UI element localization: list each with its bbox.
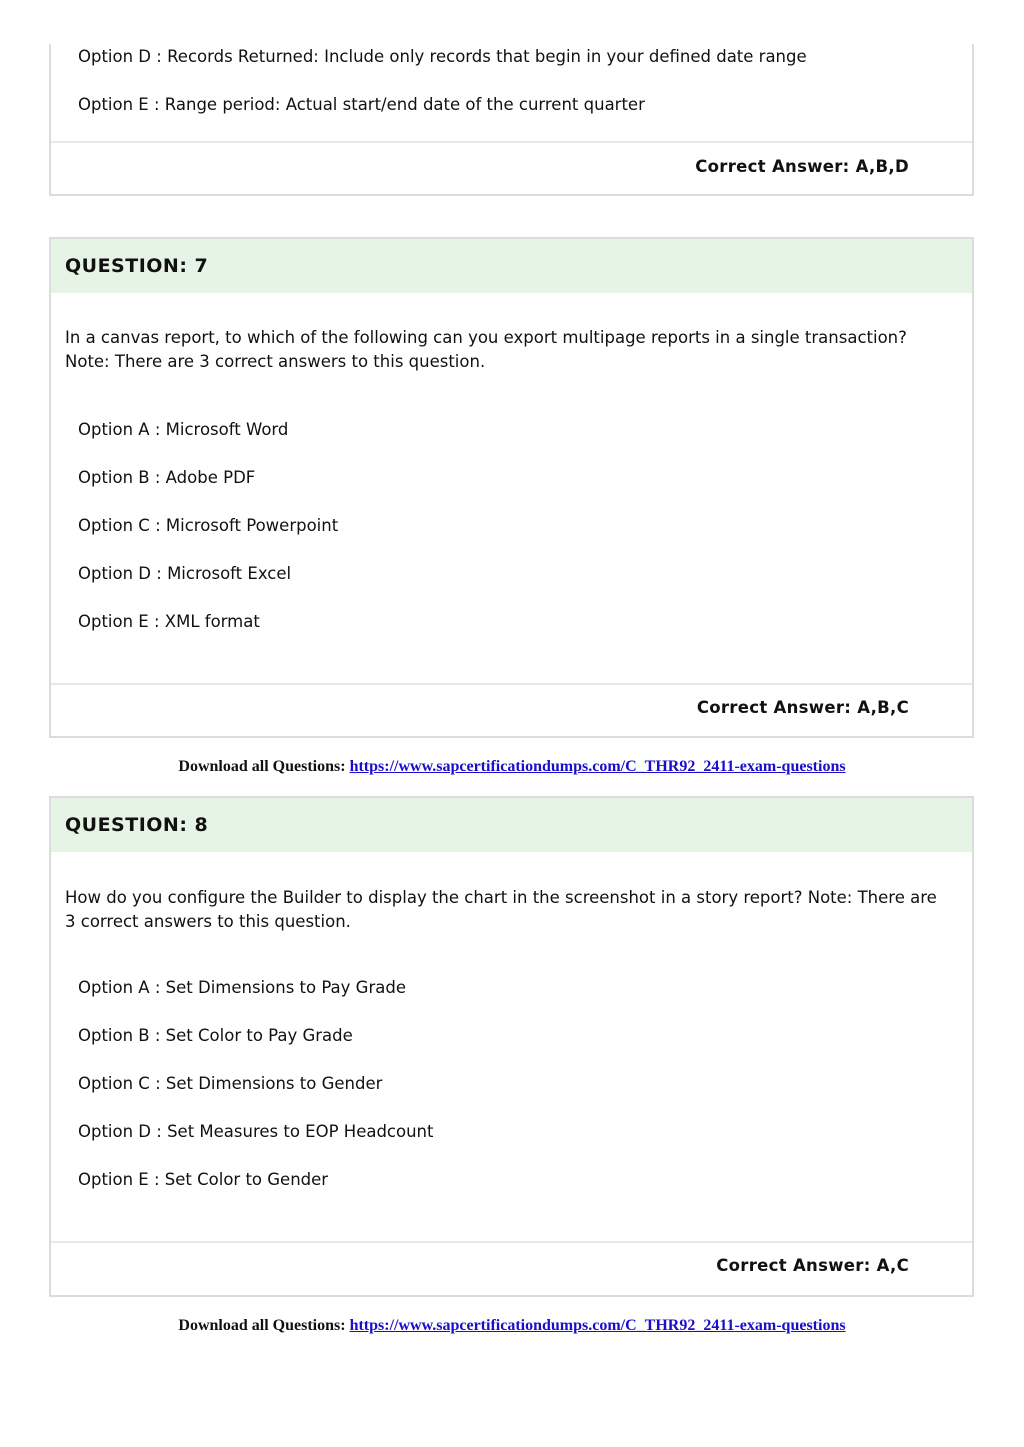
option-b: Option B : Set Color to Pay Grade	[78, 1026, 353, 1045]
download-link[interactable]: https://www.sapcertificationdumps.com/C_THR92_2411-exam-questions	[349, 758, 846, 775]
download-line	[0, 1317, 1024, 1335]
question-7-card	[49, 237, 974, 738]
option-a: Option A : Set Dimensions to Pay Grade	[78, 978, 406, 997]
download-line	[0, 758, 1024, 776]
option-c: Option C : Microsoft Powerpoint	[78, 516, 339, 535]
option-e: Option E : XML format	[78, 612, 260, 631]
option-b: Option B : Adobe PDF	[78, 468, 256, 487]
correct-answer: Correct Answer: A,B,C	[696, 698, 909, 717]
option-a: Option A : Microsoft Word	[78, 420, 289, 439]
divider	[51, 141, 972, 143]
question-8-card	[49, 796, 974, 1297]
download-link[interactable]: https://www.sapcertificationdumps.com/C_THR92_2411-exam-questions	[349, 1317, 846, 1334]
correct-answer: Correct Answer: A,C	[716, 1256, 909, 1275]
question-6-card	[49, 44, 974, 196]
download-label: Download all Questions:	[178, 1317, 346, 1334]
correct-answer: Correct Answer: A,B,D	[695, 157, 909, 176]
download-label: Download all Questions:	[178, 758, 346, 775]
option-e: Option E : Set Color to Gender	[78, 1170, 329, 1189]
option-c: Option C : Set Dimensions to Gender	[78, 1074, 383, 1093]
question-text: How do you configure the Builder to display the chart in the screenshot in a story report? Note: There are 3 correct answers to this question.	[65, 888, 937, 931]
divider	[51, 683, 972, 685]
option-d: Option D : Records Returned: Include only records that begin in your defined date range	[78, 47, 807, 66]
option-e: Option E : Range period: Actual start/end date of the current quarter	[78, 95, 645, 114]
question-title: QUESTION: 7	[51, 239, 972, 293]
question-title: QUESTION: 8	[51, 798, 972, 852]
option-d: Option D : Set Measures to EOP Headcount	[78, 1122, 434, 1141]
option-d: Option D : Microsoft Excel	[78, 564, 292, 583]
divider	[51, 1241, 972, 1243]
question-text: In a canvas report, to which of the following can you export multipage reports in a single transaction? Note: There are 3 correct answers to this question.	[65, 328, 907, 371]
